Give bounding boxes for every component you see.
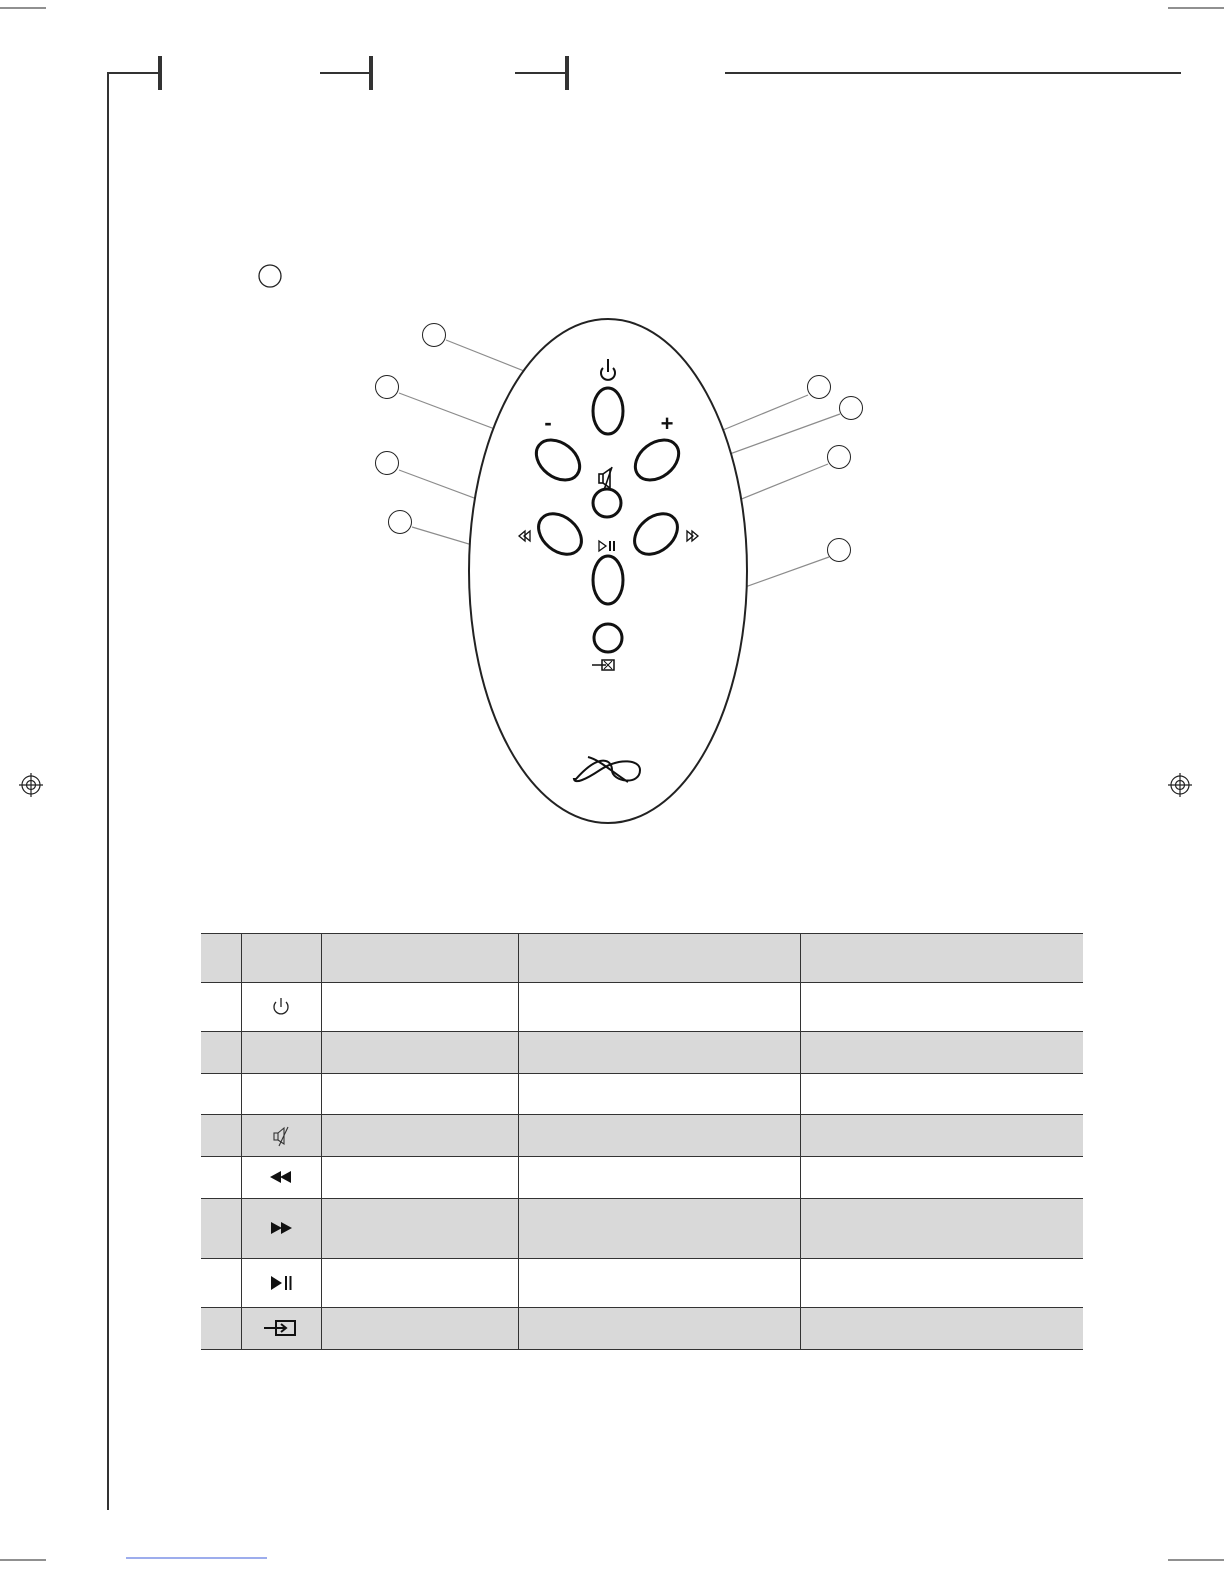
table-cell (518, 934, 800, 983)
table-row (201, 1074, 1083, 1115)
table-icon-cell (241, 1157, 321, 1199)
button-reference-table (201, 933, 1083, 1350)
callout-circle (827, 538, 851, 562)
table-cell (201, 1199, 241, 1259)
table-cell (518, 1032, 800, 1074)
table-cell (518, 1259, 800, 1308)
table-cell (800, 1115, 1083, 1157)
table-icon-cell (241, 1199, 321, 1259)
table-cell (800, 1259, 1083, 1308)
fast-forward-icon (269, 1221, 293, 1235)
table-cell (201, 1032, 241, 1074)
table-cell (201, 1308, 241, 1350)
table-cell (800, 983, 1083, 1032)
remote-minus-label: - (544, 410, 552, 435)
table-cell (321, 1259, 518, 1308)
table-icon-cell (241, 1115, 321, 1157)
table-row (201, 1199, 1083, 1259)
callout-circle (827, 445, 851, 469)
table-cell (800, 934, 1083, 983)
table-cell (201, 1259, 241, 1308)
table-cell (518, 1115, 800, 1157)
registration-mark-right (1168, 773, 1192, 797)
callout-circle (839, 396, 863, 420)
registration-mark-left (19, 773, 43, 797)
mute-icon (270, 1125, 292, 1147)
table-cell (518, 1199, 800, 1259)
table-cell (321, 934, 518, 983)
table-cell (518, 1308, 800, 1350)
table-cell (321, 1032, 518, 1074)
remote-mute-button[interactable] (593, 489, 621, 517)
table-row (201, 1259, 1083, 1308)
callout-circle (807, 375, 831, 399)
table-cell (321, 1308, 518, 1350)
table-cell (518, 1074, 800, 1115)
play-pause-icon (269, 1275, 293, 1291)
table-cell (241, 934, 321, 983)
table-cell (321, 983, 518, 1032)
rewind-icon (269, 1170, 293, 1184)
table-row (201, 1032, 1083, 1074)
callout-circle (388, 510, 412, 534)
table-cell (201, 1157, 241, 1199)
remote-control-figure (360, 300, 860, 840)
table-icon-cell (241, 1074, 321, 1115)
remote-play-pause-button[interactable] (593, 556, 623, 604)
remote-input-source-button[interactable] (594, 624, 622, 652)
table-row (201, 1157, 1083, 1199)
remote-plus-label: + (660, 411, 674, 436)
header-rules (108, 56, 1181, 90)
table-icon-cell (241, 983, 321, 1032)
callout-circle (375, 451, 399, 475)
table-cell (800, 1032, 1083, 1074)
table-row (201, 1308, 1083, 1350)
step-circle (259, 265, 281, 287)
table-cell (800, 1199, 1083, 1259)
table-icon-cell (241, 1032, 321, 1074)
table-cell (800, 1157, 1083, 1199)
table-row (201, 1115, 1083, 1157)
table-icon-cell (241, 1259, 321, 1308)
power-icon (271, 996, 291, 1018)
table-cell (201, 1074, 241, 1115)
table-header-row (201, 934, 1083, 983)
table-cell (201, 1115, 241, 1157)
input-source-icon (263, 1319, 299, 1337)
table-cell (321, 1115, 518, 1157)
table-icon-cell (241, 1308, 321, 1350)
table-cell (321, 1074, 518, 1115)
callout-circle (375, 375, 399, 399)
table-cell (518, 983, 800, 1032)
table-cell (321, 1199, 518, 1259)
table-cell (518, 1157, 800, 1199)
table-cell (800, 1074, 1083, 1115)
table-cell (800, 1308, 1083, 1350)
table-cell (321, 1157, 518, 1199)
remote-power-button[interactable] (593, 388, 623, 434)
table-cell (201, 934, 241, 983)
table-row (201, 983, 1083, 1032)
table-cell (201, 983, 241, 1032)
callout-circle (422, 323, 446, 347)
